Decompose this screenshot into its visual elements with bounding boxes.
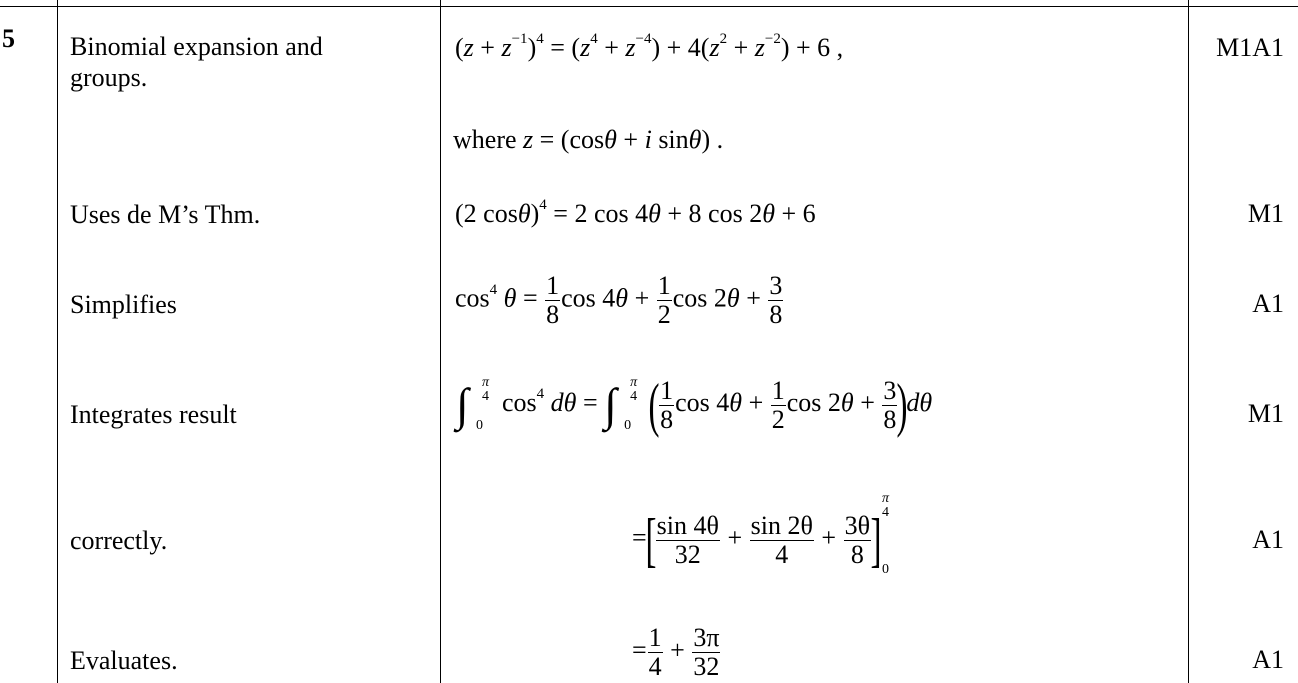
row-4-description: Simplifies	[70, 290, 177, 319]
fraction: $\frac{1}{8}$	[660, 375, 674, 434]
column-divider-1	[57, 0, 58, 683]
row-4-math: $\cos^4 \theta$ = $\frac{1}{8}$ cos 4θ + $\frac{1}{2}$ cos 2θ + $\frac{3}{8}$	[455, 271, 783, 329]
fraction: $\frac{3\theta}{8}$	[844, 510, 871, 569]
row-6-description: correctly.	[70, 526, 168, 555]
table-top-border	[0, 6, 1298, 7]
integral-limits: π 4 0	[476, 375, 490, 433]
row-3-description: Uses de M’s Thm.	[70, 200, 261, 229]
fraction: $\frac{1}{4}$	[648, 623, 662, 681]
integral-limits: π 4 0	[624, 375, 638, 433]
fraction: $\frac{\sin 4\theta}{32}$	[656, 510, 719, 569]
fraction: $\frac{3}{8}$	[883, 375, 897, 434]
fraction: $\frac{3}{8}$	[769, 271, 783, 329]
column-divider-2	[440, 0, 441, 683]
row-4-mark: A1	[1252, 289, 1284, 318]
column-divider-3	[1188, 0, 1189, 683]
row-3-math: (2 cosθ)$^4$ = 2 cos 4θ + 8 cos 2θ + 6	[455, 197, 816, 228]
row-5-description: Integrates result	[70, 400, 237, 429]
integral-sign: ∫	[456, 379, 469, 430]
row-1-description: Binomial expansion and groups.	[70, 32, 323, 92]
fraction: $\frac{3\pi}{32}$	[693, 623, 720, 681]
row-3-mark: M1	[1247, 199, 1284, 228]
row-1-math: $(z + z^{-1})^4 = (z^4 + z^{-4}) + 4(z^2 + z^{-2}) + 6$ ,	[455, 31, 844, 62]
fraction: $\frac{1}{2}$	[771, 375, 785, 434]
integral-sign: ∫	[604, 379, 617, 430]
row-7-math: = $\frac{1}{4}$ + $\frac{3\pi}{32}$	[632, 623, 720, 681]
fraction: $\frac{1}{2}$	[657, 271, 671, 329]
row-6-math: =[ $\frac{\sin 4\theta}{32}$ + $\frac{\sin 2\theta}{4}$ + $\frac{3\theta}{8}$ ] π 4 0	[632, 500, 900, 580]
row-5-mark: M1	[1247, 399, 1284, 428]
row-6-mark: A1	[1252, 525, 1284, 554]
bracket-limits: π 4 0	[882, 491, 890, 577]
row-1-mark: M1A1	[1216, 33, 1284, 62]
fraction: $\frac{1}{8}$	[546, 271, 560, 329]
row-5-math: ∫ π 4 0 $\cos^4 d\theta$ = ∫ π 4 0 ( $\frac{1}{8}$ cos 4θ + $\frac{1}{2}$ cos 2θ + $\frac{3}{8}$ )dθ	[456, 372, 933, 438]
row-7-mark: A1	[1252, 645, 1284, 674]
fraction: $\frac{\sin 2\theta}{4}$	[750, 510, 813, 569]
row-7-description: Evaluates.	[70, 646, 178, 675]
row-2-math: where z = (cosθ + i sinθ) .	[453, 125, 724, 154]
question-number: 5	[2, 24, 15, 53]
